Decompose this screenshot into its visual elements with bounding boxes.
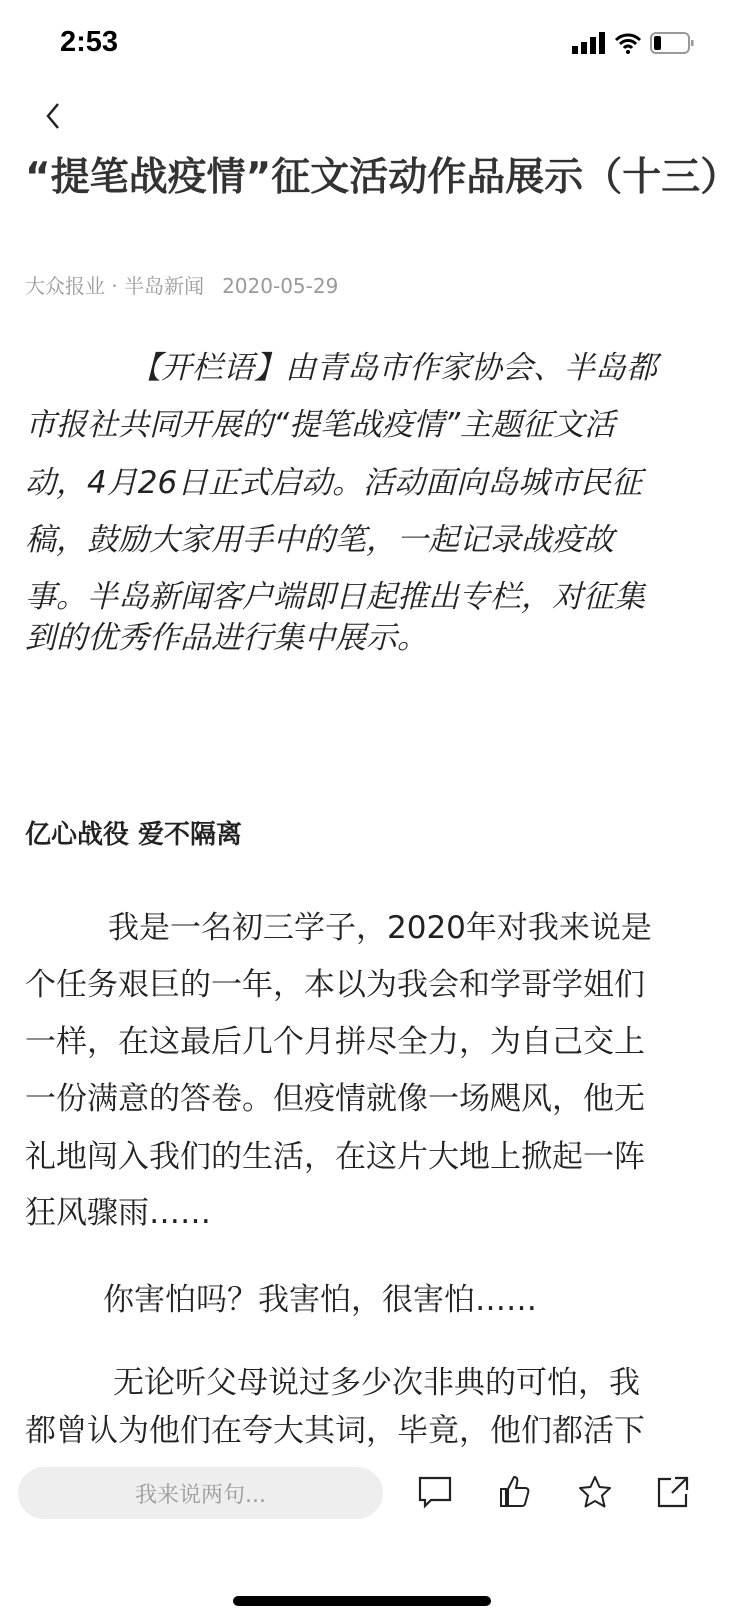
paragraph-line: 礼地闯入我们的生活，在这片大地上掀起一阵 [25, 1139, 645, 1175]
battery-icon [650, 32, 694, 54]
intro-line: 市报社共同开展的“提笔战疫情”主题征文活 [25, 407, 616, 443]
paragraph-line: 都曾认为他们在夸大其词，毕竟，他们都活下 [25, 1413, 645, 1449]
paragraph-line: 狂风骤雨…… [25, 1195, 211, 1231]
home-indicator [233, 1596, 491, 1606]
article-source: 大众报业 · 半岛新闻 [25, 274, 205, 298]
paragraph-line: 你害怕吗？我害怕，很害怕…… [103, 1282, 537, 1318]
favorite-star-icon[interactable] [577, 1474, 613, 1510]
intro-line: 事。半岛新闻客户端即日起推出专栏，对征集 [25, 579, 645, 615]
share-icon[interactable] [655, 1474, 691, 1510]
article-title: “提笔战疫情”征文活动作品展示（十三） [25, 155, 740, 200]
paragraph-line: 一样，在这最后几个月拼尽全力，为自己交上 [25, 1024, 645, 1060]
status-time: 2:53 [60, 26, 119, 58]
wifi-icon [614, 32, 642, 54]
intro-line: 动，4月26日正式启动。活动面向岛城市民征 [25, 465, 643, 501]
intro-line: 稿，鼓励大家用手中的笔，一起记录战疫故 [25, 522, 614, 558]
comment-input[interactable]: 我来说两句... [18, 1467, 383, 1519]
intro-line: 到的优秀作品进行集中展示。 [25, 620, 428, 656]
comment-icon[interactable] [417, 1474, 453, 1510]
back-icon[interactable] [34, 96, 74, 136]
intro-line: 【开栏语】由青岛市作家协会、半岛都 [130, 350, 657, 386]
status-icons [572, 32, 694, 54]
paragraph-line: 我是一名初三学子，2020年对我来说是 [108, 910, 652, 946]
article-date: 2020-05-29 [222, 274, 339, 298]
article-meta [25, 270, 356, 299]
paragraph-line: 一份满意的答卷。但疫情就像一场飓风，他无 [25, 1081, 645, 1117]
section-heading: 亿心战役 爱不隔离 [25, 820, 243, 850]
like-icon[interactable] [497, 1474, 533, 1510]
paragraph-line: 无论听父母说过多少次非典的可怕，我 [113, 1365, 640, 1401]
signal-icon [572, 32, 606, 54]
paragraph-line: 个任务艰巨的一年，本以为我会和学哥学姐们 [25, 967, 645, 1003]
